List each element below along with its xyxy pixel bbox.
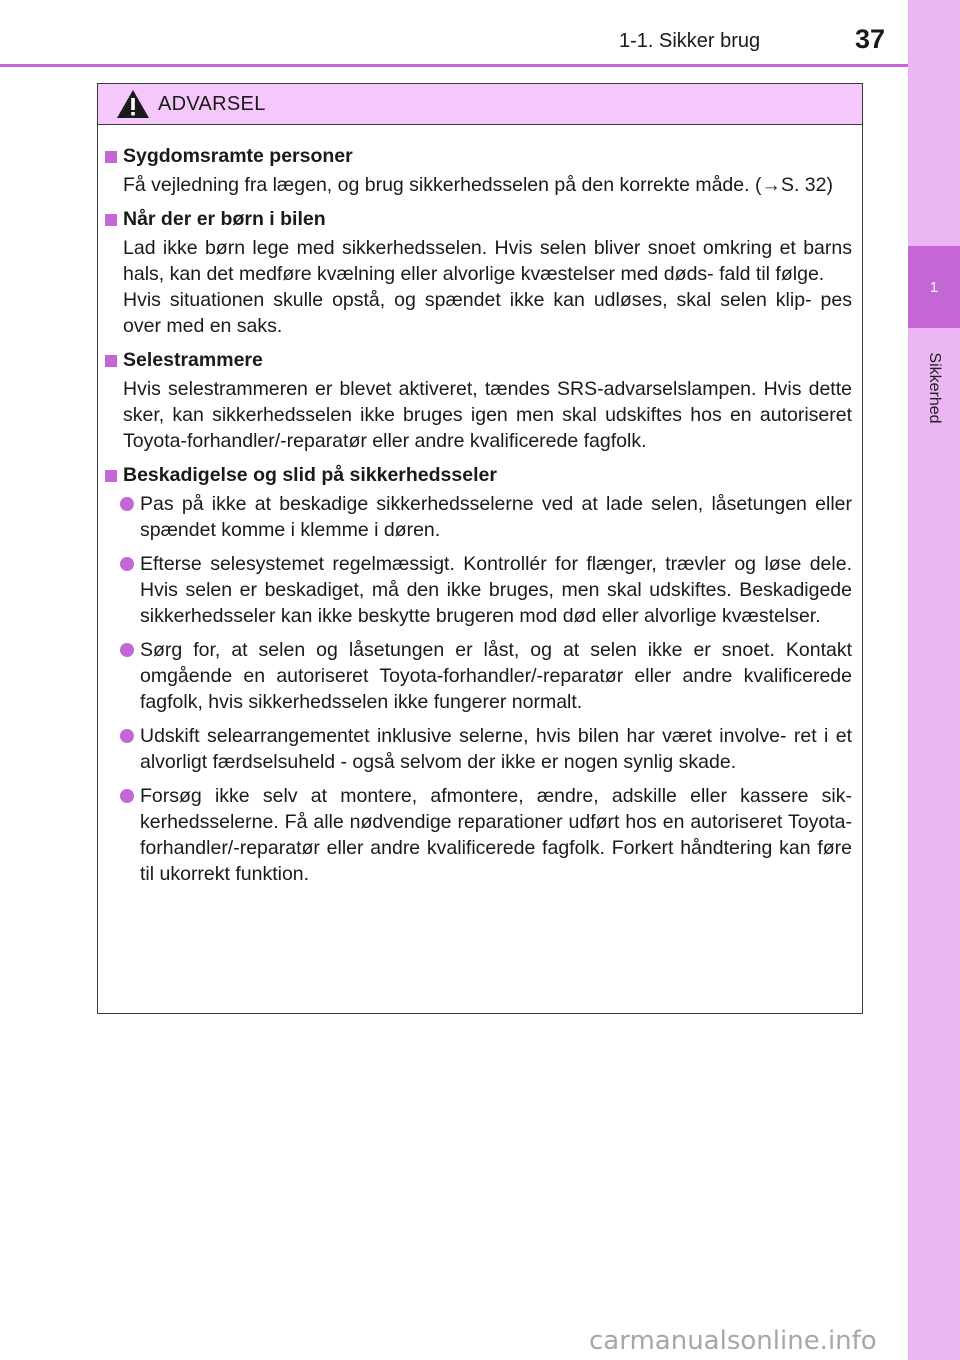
round-bullet-icon xyxy=(120,789,134,803)
running-head: 1-1. Sikker brug xyxy=(619,30,761,52)
square-bullet-icon xyxy=(105,214,117,226)
list-item: Pas på ikke at beskadige sikkerhedsselerne ved at lade selen, låsetungen eller spændet komme i klemme i døren. xyxy=(105,491,852,543)
warning-title: ADVARSEL xyxy=(158,92,266,115)
section-heading: Beskadigelse og slid på sikkerhedsseler xyxy=(123,464,497,486)
section-pretensioners xyxy=(105,349,852,454)
section-text: Hvis situationen skulle opstå, og spændet ikke kan udløses, skal selen klip- pes over med en saks. xyxy=(123,289,852,337)
section-text: Få vejledning fra lægen, og brug sikkerhedsselen på den korrekte måde. (→S. 32) xyxy=(123,174,833,196)
list-item: Efterse selesystemet regelmæssigt. Kontrollér for flænger, trævler og løse dele. Hvis selen er beskadiget, må den ikke bruges, men skal udskiftes. Beskadigede sikkerhedsseler kan ikke beskytte brugeren mod død eller alvorlige kvæstelser. xyxy=(105,551,852,629)
page-number: 37 xyxy=(855,24,886,54)
warning-header xyxy=(98,84,862,125)
side-strip xyxy=(908,0,960,1360)
section-damage-wear xyxy=(105,464,852,887)
square-bullet-icon xyxy=(105,355,117,367)
header-rule xyxy=(0,64,908,67)
warning-box xyxy=(97,83,863,1014)
chapter-number: 1 xyxy=(929,278,939,296)
section-children xyxy=(105,208,852,339)
watermark: carmanualsonline.info xyxy=(589,1326,877,1356)
section-text: Lad ikke børn lege med sikkerhedsselen. Hvis selen bliver snoet omkring et barns hals, kan det medføre kvælning eller alvorlige kvæstelser med døds- fald til følge. xyxy=(123,237,852,285)
round-bullet-icon xyxy=(120,497,134,511)
list-item: Sørg for, at selen og låsetungen er låst, og at selen ikke er snoet. Kontakt omgående en autoriseret Toyota-forhandler/-reparatør eller andre kvalificerede fagfolk, hvis sikkerhedsselen ikke fungerer normalt. xyxy=(105,637,852,715)
round-bullet-icon xyxy=(120,729,134,743)
round-bullet-icon xyxy=(120,643,134,657)
warning-triangle-icon xyxy=(116,89,150,119)
section-sick-persons xyxy=(105,145,852,198)
list-item: Forsøg ikke selv at montere, afmontere, ændre, adskille eller kassere sik- kerhedsselerne. Få alle nødvendige reparationer udført hos en autoriseret Toyota-forhandler/-reparatør eller andre kvalificerede fagfolk. Forkert håndtering kan føre til ukorrekt funktion. xyxy=(105,783,852,887)
warning-body xyxy=(98,125,862,887)
chapter-tab xyxy=(908,246,960,328)
section-text: Hvis selestrammeren er blevet aktiveret, tændes SRS-advarselslampen. Hvis dette sker, kan sikkerhedsselen ikke bruges igen men skal udskiftes hos en autoriseret Toyota-forhandler/-reparatør eller andre kvalificerede fagfolk. xyxy=(123,378,852,452)
list-item: Udskift selearrangementet inklusive selerne, hvis bilen har været involve- ret i et alvorligt færdselsuheld - også selvom der ikke er nogen synlig skade. xyxy=(105,723,852,775)
section-heading: Når der er børn i bilen xyxy=(123,208,326,230)
square-bullet-icon xyxy=(105,470,117,482)
section-heading: Sygdomsramte personer xyxy=(123,145,353,167)
section-heading: Selestrammere xyxy=(123,349,263,371)
round-bullet-icon xyxy=(120,557,134,571)
square-bullet-icon xyxy=(105,151,117,163)
chapter-label: Sikkerhed xyxy=(926,352,943,424)
